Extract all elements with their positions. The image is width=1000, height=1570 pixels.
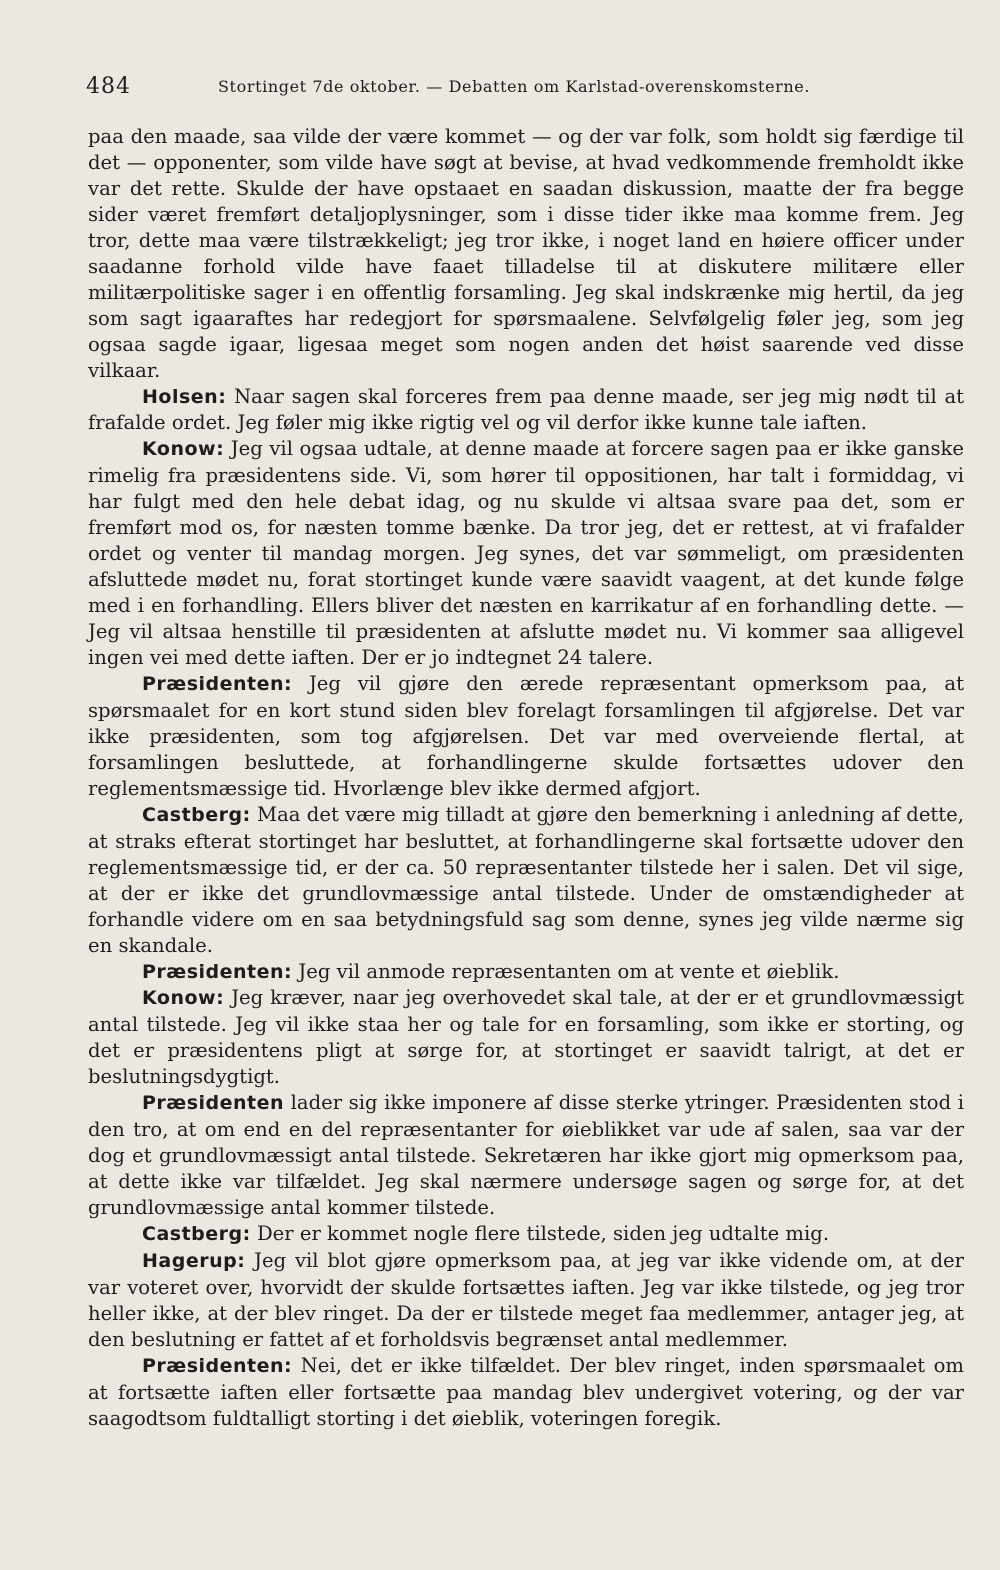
speaker-name: Castberg: — [142, 803, 251, 826]
paragraph — [88, 384, 964, 437]
paragraph-text: Jeg kræver, naar jeg overhovedet skal tale, at der er et grundlovmæssigt antal tilstede. Jeg vil ikke staa her og tale for en forsamling, som ikke er storting, og det er præsidentens pligt at sørge for, at stortinget er saavidt talrigt, at det er beslutningsdygtigt. — [88, 986, 964, 1089]
speaker-name: Holsen: — [142, 385, 227, 408]
speaker-name: Præsidenten: — [142, 960, 293, 983]
speaker-name: Hagerup: — [142, 1249, 246, 1272]
speaker-name: Castberg: — [142, 1223, 251, 1246]
paragraph-text: Jeg vil anmode repræsentanten om at vente et øieblik. — [298, 959, 840, 983]
paragraph-text: Der er kommet nogle flere tilstede, siden jeg udtalte mig. — [256, 1222, 830, 1246]
speaker-name: Præsidenten: — [142, 1354, 293, 1377]
paragraph-text: Nei, det er ikke tilfældet. Der blev ringet, inden spørsmaalet om at fortsætte iaften eller fortsætte paa mandag blev undergivet votering, og der var saagodtsom fuldtalligt storting i det øieblik, voteringen foregik. — [88, 1353, 964, 1430]
speaker-name: Konow: — [142, 438, 225, 461]
paragraph — [88, 1353, 964, 1432]
paragraph-text: Jeg vil gjøre den ærede repræsentant opmerksom paa, at spørsmaalet for en kort stund siden blev forelagt forsamlingen til afgjørelse. Det var ikke præsidenten, som tog afgjørelsen. Det var med overveiende flertal, at forsamlingen besluttede, at forhandlingerne skulde fortsættes udover den reglementsmæssige tid. Hvorlænge blev ikke dermed afgjort. — [88, 672, 964, 800]
page-header — [86, 74, 966, 100]
paragraph — [88, 1221, 964, 1248]
paragraph — [88, 802, 964, 959]
speaker-name: Konow: — [142, 987, 225, 1010]
paragraph — [88, 124, 964, 384]
paragraph — [88, 959, 964, 986]
paragraph-text: Naar sagen skal forceres frem paa denne maade, ser jeg mig nødt til at frafalde ordet. Jeg føler mig ikke rigtig vel og vil derfor ikke kunne tale iaften. — [88, 384, 964, 435]
paragraph-text: paa den maade, saa vilde der være kommet — og der var folk, som holdt sig færdige til det — opponenter, som vilde have søgt at bevise, at hvad vedkommende fremholdt ikke var det rette. Skulde der have opstaaet en saadan diskussion, maatte der fra begge sider været fremført detaljoplysninger, som i disse tider ikke maa komme frem. Jeg tror, dette maa være tilstrækkeligt; jeg tror ikke, i noget land en høiere officer under saadanne forhold vilde have faaet tilladelse til at diskutere militære eller militærpolitiske sager i en offentlig forsamling. Jeg skal indskrænke mig hertil, da jeg som sagt igaaraftes har redegjort for spørsmaalene. Selvfølgelig føler jeg, som jeg ogsaa sagde igaar, ligesaa meget som nogen anden det høist saarende ved disse vilkaar. — [88, 125, 964, 382]
paragraph — [88, 985, 964, 1090]
running-head: Stortinget 7de oktober. — Debatten om Karlstad-overenskomsterne. — [218, 77, 811, 96]
paragraph-text: lader sig ikke imponere af disse sterke ytringer. Præsidenten stod i den tro, at om end en del repræsentanter for øieblikket var ude af salen, saa var der dog et grundlovmæssigt antal tilstede. Sekretæren har ikke gjort mig opmerksom paa, at dette ikke var tilfældet. Jeg skal nærmere undersøge sagen og sørge for, at det grundlovmæssige antal kommer tilstede. — [88, 1091, 964, 1220]
speaker-name: Præsidenten — [142, 1092, 285, 1115]
paragraph — [88, 436, 964, 671]
paragraph-text: Jeg vil blot gjøre opmerksom paa, at jeg var ikke vidende om, at der var voteret over, hvorvidt der skulde fortsættes iaften. Jeg var ikke tilstede, og jeg tror heller ikke, at der blev ringet. Da der er tilstede meget faa medlemmer, antager jeg, at den beslutning er fattet af et forholdsvis begrænset antal medlemmer. — [88, 1248, 964, 1351]
paragraph-text: Maa det være mig tilladt at gjøre den bemerkning i anledning af dette, at straks efterat stortinget har besluttet, at forhandlingerne skal fortsætte udover den reglementsmæssige tid, er der ca. 50 repræsentanter tilstede her i salen. Det vil sige, at der er ikke det grundlovmæssige antal tilstede. Under de omstændigheder at forhandle videre om en saa betydningsfuld sag som denne, synes jeg vilde nærme sig en skandale. — [88, 802, 964, 957]
paragraph — [88, 1248, 964, 1353]
speaker-name: Præsidenten: — [142, 673, 293, 696]
page-number: 484 — [86, 74, 131, 99]
paragraph-text: Jeg vil ogsaa udtale, at denne maade at forcere sagen paa er ikke ganske rimelig fra præsidentens side. Vi, som hører til oppositionen, har talt i formiddag, vi har fulgt med den hele debat idag, og nu skulde vi altsaa svare paa det, som er fremført mod os, for næsten tomme bænke. Da tror jeg, det er rettest, at vi frafalder ordet og venter til mandag morgen. Jeg synes, det var sømmeligt, om præsidenten afsluttede mødet nu, forat stortinget kunde være saavidt vaagent, at det kunde følge med i en forhandling. Ellers bliver det næsten en karrikatur af en forhandling dette. — Jeg vil altsaa henstille til præsidenten at afslutte mødet nu. Vi kommer saa alligevel ingen vei med dette iaften. Der er jo indtegnet 24 talere. — [88, 437, 964, 670]
body-text — [88, 124, 964, 1432]
paragraph — [88, 1090, 964, 1221]
paragraph — [88, 671, 964, 802]
